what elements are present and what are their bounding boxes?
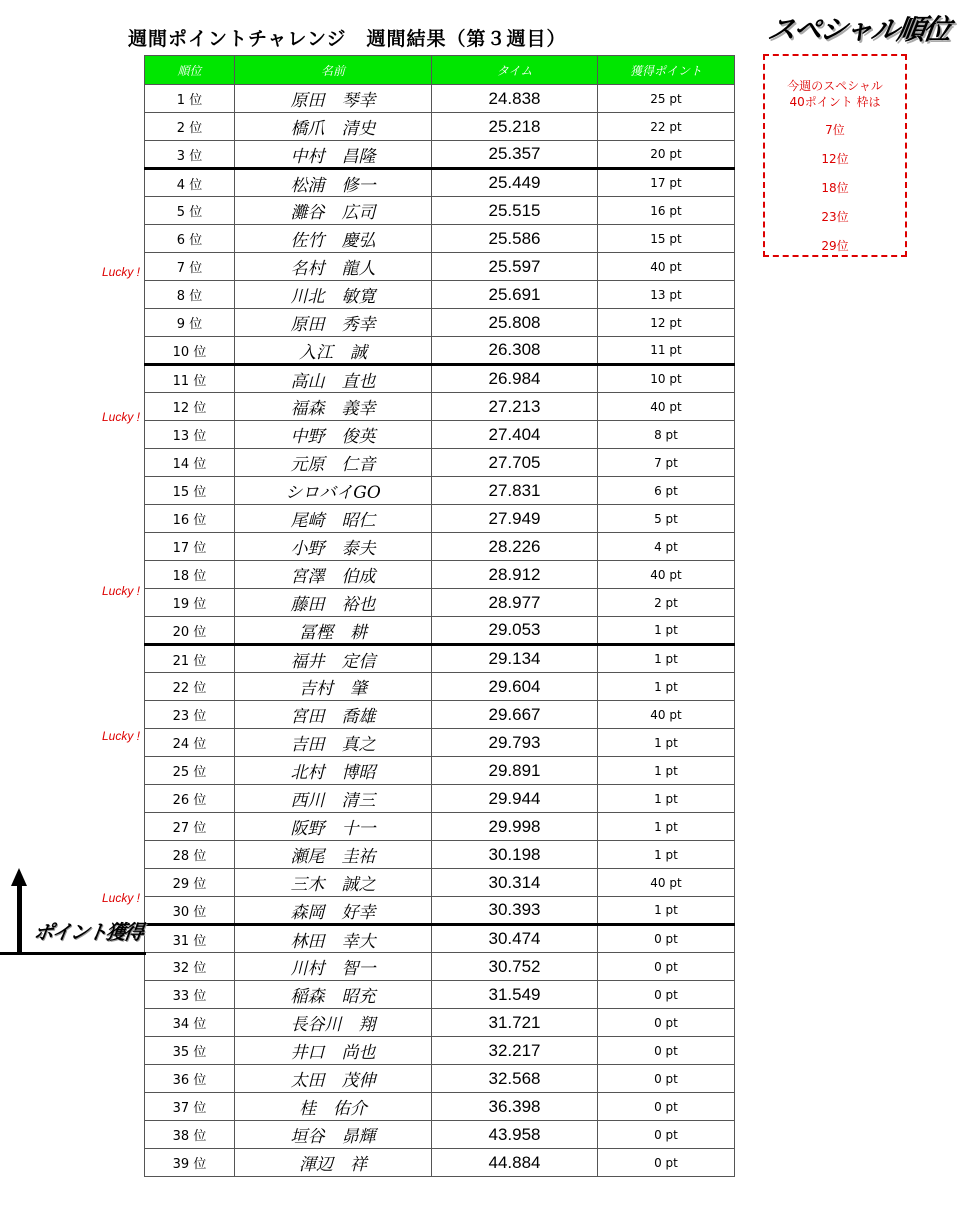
points-cell: 12 pt	[598, 309, 735, 337]
name-cell: 吉村 肇	[235, 673, 432, 701]
header-rank: 順位	[145, 56, 235, 85]
time-cell: 27.404	[432, 421, 598, 449]
name-cell: 福井 定信	[235, 645, 432, 673]
table-row	[145, 1037, 735, 1065]
points-cell: 17 pt	[598, 169, 735, 197]
header-name: 名前	[235, 56, 432, 85]
name-cell: シロバイGO	[235, 477, 432, 505]
time-cell: 29.793	[432, 729, 598, 757]
time-cell: 25.691	[432, 281, 598, 309]
time-cell: 43.958	[432, 1121, 598, 1149]
name-cell: 林田 幸大	[235, 925, 432, 953]
special-position: 23位	[821, 210, 849, 224]
rank-cell: 32 位	[145, 953, 235, 981]
points-cell: 40 pt	[598, 393, 735, 421]
table-row	[145, 785, 735, 813]
points-cell: 1 pt	[598, 673, 735, 701]
time-cell: 26.308	[432, 337, 598, 365]
table-row	[145, 281, 735, 309]
time-cell: 30.198	[432, 841, 598, 869]
rank-cell: 36 位	[145, 1065, 235, 1093]
name-cell: 桂 佑介	[235, 1093, 432, 1121]
time-cell: 31.721	[432, 1009, 598, 1037]
rank-cell: 38 位	[145, 1121, 235, 1149]
name-cell: 瀬尾 圭祐	[235, 841, 432, 869]
special-title: スペシャル順位	[765, 13, 952, 46]
time-cell: 29.604	[432, 673, 598, 701]
header-points: 獲得ポイント	[598, 56, 735, 85]
results-body	[145, 85, 735, 1177]
points-cell: 5 pt	[598, 505, 735, 533]
table-row	[145, 393, 735, 421]
time-cell: 29.053	[432, 617, 598, 645]
table-row	[145, 337, 735, 365]
rank-cell: 39 位	[145, 1149, 235, 1177]
points-cell: 15 pt	[598, 225, 735, 253]
time-cell: 25.449	[432, 169, 598, 197]
time-cell: 25.586	[432, 225, 598, 253]
time-cell: 29.998	[432, 813, 598, 841]
results-table	[144, 55, 735, 1177]
table-row	[145, 1009, 735, 1037]
table-row	[145, 253, 735, 281]
rank-cell: 10 位	[145, 337, 235, 365]
points-cell: 8 pt	[598, 421, 735, 449]
table-row	[145, 757, 735, 785]
points-cell: 1 pt	[598, 841, 735, 869]
rank-cell: 34 位	[145, 1009, 235, 1037]
table-row	[145, 953, 735, 981]
points-cell: 0 pt	[598, 1093, 735, 1121]
rank-cell: 28 位	[145, 841, 235, 869]
table-row	[145, 813, 735, 841]
table-row	[145, 449, 735, 477]
time-cell: 30.752	[432, 953, 598, 981]
table-header-row	[145, 56, 735, 85]
rank-cell: 23 位	[145, 701, 235, 729]
special-position: 7位	[825, 123, 845, 137]
table-row	[145, 1149, 735, 1177]
lucky-label: Lucky !	[101, 891, 140, 905]
special-caption-line1: 今週のスペシャル	[787, 79, 883, 93]
name-cell: 稲森 昭充	[235, 981, 432, 1009]
rank-cell: 4 位	[145, 169, 235, 197]
table-row	[145, 505, 735, 533]
time-cell: 29.891	[432, 757, 598, 785]
point-earned-label: ポイント獲得	[32, 920, 144, 944]
time-cell: 31.549	[432, 981, 598, 1009]
name-cell: 阪野 十一	[235, 813, 432, 841]
time-cell: 27.705	[432, 449, 598, 477]
points-cell: 2 pt	[598, 589, 735, 617]
special-position: 18位	[821, 181, 849, 195]
lucky-label: Lucky !	[101, 265, 140, 279]
table-row	[145, 169, 735, 197]
table-row	[145, 701, 735, 729]
name-cell: 冨樫 耕	[235, 617, 432, 645]
rank-cell: 21 位	[145, 645, 235, 673]
name-cell: 福森 義幸	[235, 393, 432, 421]
time-cell: 28.912	[432, 561, 598, 589]
name-cell: 川北 敏寛	[235, 281, 432, 309]
special-position: 29位	[821, 239, 849, 253]
table-row	[145, 673, 735, 701]
rank-cell: 22 位	[145, 673, 235, 701]
table-row	[145, 225, 735, 253]
name-cell: 原田 琴幸	[235, 85, 432, 113]
time-cell: 29.134	[432, 645, 598, 673]
table-row	[145, 617, 735, 645]
rank-cell: 25 位	[145, 757, 235, 785]
points-cell: 1 pt	[598, 897, 735, 925]
points-cell: 40 pt	[598, 253, 735, 281]
rank-cell: 31 位	[145, 925, 235, 953]
special-position: 12位	[821, 152, 849, 166]
table-row	[145, 477, 735, 505]
rank-cell: 17 位	[145, 533, 235, 561]
name-cell: 橋爪 清史	[235, 113, 432, 141]
name-cell: 垣谷 昴輝	[235, 1121, 432, 1149]
time-cell: 25.808	[432, 309, 598, 337]
points-cell: 0 pt	[598, 1121, 735, 1149]
rank-cell: 19 位	[145, 589, 235, 617]
time-cell: 27.831	[432, 477, 598, 505]
table-row	[145, 197, 735, 225]
points-cell: 4 pt	[598, 533, 735, 561]
table-row	[145, 841, 735, 869]
table-row	[145, 85, 735, 113]
time-cell: 24.838	[432, 85, 598, 113]
points-cell: 25 pt	[598, 85, 735, 113]
time-cell: 28.977	[432, 589, 598, 617]
name-cell: 吉田 真之	[235, 729, 432, 757]
points-cell: 0 pt	[598, 1009, 735, 1037]
name-cell: 宮澤 伯成	[235, 561, 432, 589]
rank-cell: 13 位	[145, 421, 235, 449]
time-cell: 25.597	[432, 253, 598, 281]
up-arrow-shaft	[17, 884, 22, 954]
cutoff-line	[0, 952, 146, 955]
name-cell: 渾辺 祥	[235, 1149, 432, 1177]
rank-cell: 27 位	[145, 813, 235, 841]
name-cell: 原田 秀幸	[235, 309, 432, 337]
table-row	[145, 589, 735, 617]
rank-cell: 8 位	[145, 281, 235, 309]
table-row	[145, 645, 735, 673]
name-cell: 中野 俊英	[235, 421, 432, 449]
time-cell: 32.217	[432, 1037, 598, 1065]
rank-cell: 5 位	[145, 197, 235, 225]
table-row	[145, 925, 735, 953]
rank-cell: 37 位	[145, 1093, 235, 1121]
table-row	[145, 897, 735, 925]
name-cell: 太田 茂伸	[235, 1065, 432, 1093]
time-cell: 27.949	[432, 505, 598, 533]
time-cell: 25.357	[432, 141, 598, 169]
special-caption	[765, 78, 905, 110]
time-cell: 27.213	[432, 393, 598, 421]
special-box	[763, 54, 907, 257]
points-cell: 1 pt	[598, 757, 735, 785]
rank-cell: 3 位	[145, 141, 235, 169]
rank-cell: 35 位	[145, 1037, 235, 1065]
time-cell: 30.393	[432, 897, 598, 925]
time-cell: 44.884	[432, 1149, 598, 1177]
name-cell: 北村 博昭	[235, 757, 432, 785]
points-cell: 1 pt	[598, 645, 735, 673]
rank-cell: 14 位	[145, 449, 235, 477]
points-cell: 1 pt	[598, 617, 735, 645]
page-title: 週間ポイントチャレンジ 週間結果（第３週目）	[128, 28, 567, 50]
name-cell: 尾崎 昭仁	[235, 505, 432, 533]
points-cell: 40 pt	[598, 869, 735, 897]
points-cell: 1 pt	[598, 813, 735, 841]
rank-cell: 16 位	[145, 505, 235, 533]
points-cell: 1 pt	[598, 729, 735, 757]
lucky-label: Lucky !	[101, 584, 140, 598]
name-cell: 小野 泰夫	[235, 533, 432, 561]
table-row	[145, 561, 735, 589]
points-cell: 40 pt	[598, 561, 735, 589]
table-row	[145, 533, 735, 561]
rank-cell: 1 位	[145, 85, 235, 113]
time-cell: 29.667	[432, 701, 598, 729]
points-cell: 0 pt	[598, 925, 735, 953]
time-cell: 29.944	[432, 785, 598, 813]
points-cell: 0 pt	[598, 1149, 735, 1177]
points-cell: 0 pt	[598, 1065, 735, 1093]
rank-cell: 11 位	[145, 365, 235, 393]
rank-cell: 18 位	[145, 561, 235, 589]
points-cell: 0 pt	[598, 953, 735, 981]
name-cell: 元原 仁音	[235, 449, 432, 477]
name-cell: 井口 尚也	[235, 1037, 432, 1065]
name-cell: 森岡 好幸	[235, 897, 432, 925]
points-cell: 40 pt	[598, 701, 735, 729]
name-cell: 佐竹 慶弘	[235, 225, 432, 253]
rank-cell: 29 位	[145, 869, 235, 897]
table-row	[145, 1065, 735, 1093]
special-caption-line2: 40ポイント 枠は	[789, 95, 881, 109]
lucky-label: Lucky !	[101, 410, 140, 424]
points-cell: 0 pt	[598, 1037, 735, 1065]
time-cell: 28.226	[432, 533, 598, 561]
points-cell: 20 pt	[598, 141, 735, 169]
name-cell: 灘谷 広司	[235, 197, 432, 225]
points-cell: 16 pt	[598, 197, 735, 225]
name-cell: 三木 誠之	[235, 869, 432, 897]
table-row	[145, 1121, 735, 1149]
table-row	[145, 869, 735, 897]
lucky-label: Lucky !	[101, 729, 140, 743]
name-cell: 藤田 裕也	[235, 589, 432, 617]
points-cell: 7 pt	[598, 449, 735, 477]
points-cell: 0 pt	[598, 981, 735, 1009]
points-cell: 22 pt	[598, 113, 735, 141]
rank-cell: 30 位	[145, 897, 235, 925]
points-cell: 6 pt	[598, 477, 735, 505]
name-cell: 西川 清三	[235, 785, 432, 813]
rank-cell: 6 位	[145, 225, 235, 253]
time-cell: 25.515	[432, 197, 598, 225]
points-cell: 13 pt	[598, 281, 735, 309]
table-row	[145, 365, 735, 393]
name-cell: 入江 誠	[235, 337, 432, 365]
points-cell: 10 pt	[598, 365, 735, 393]
time-cell: 25.218	[432, 113, 598, 141]
header-time: タイム	[432, 56, 598, 85]
rank-cell: 24 位	[145, 729, 235, 757]
time-cell: 30.474	[432, 925, 598, 953]
rank-cell: 15 位	[145, 477, 235, 505]
points-cell: 1 pt	[598, 785, 735, 813]
rank-cell: 2 位	[145, 113, 235, 141]
time-cell: 36.398	[432, 1093, 598, 1121]
rank-cell: 9 位	[145, 309, 235, 337]
rank-cell: 7 位	[145, 253, 235, 281]
table-row	[145, 309, 735, 337]
name-cell: 宮田 喬雄	[235, 701, 432, 729]
rank-cell: 26 位	[145, 785, 235, 813]
time-cell: 32.568	[432, 1065, 598, 1093]
rank-cell: 12 位	[145, 393, 235, 421]
table-row	[145, 141, 735, 169]
rank-cell: 33 位	[145, 981, 235, 1009]
name-cell: 名村 龍人	[235, 253, 432, 281]
table-row	[145, 981, 735, 1009]
points-cell: 11 pt	[598, 337, 735, 365]
time-cell: 26.984	[432, 365, 598, 393]
table-row	[145, 113, 735, 141]
table-row	[145, 1093, 735, 1121]
table-row	[145, 729, 735, 757]
name-cell: 川村 智一	[235, 953, 432, 981]
rank-cell: 20 位	[145, 617, 235, 645]
name-cell: 松浦 修一	[235, 169, 432, 197]
name-cell: 高山 直也	[235, 365, 432, 393]
name-cell: 中村 昌隆	[235, 141, 432, 169]
time-cell: 30.314	[432, 869, 598, 897]
name-cell: 長谷川 翔	[235, 1009, 432, 1037]
table-row	[145, 421, 735, 449]
